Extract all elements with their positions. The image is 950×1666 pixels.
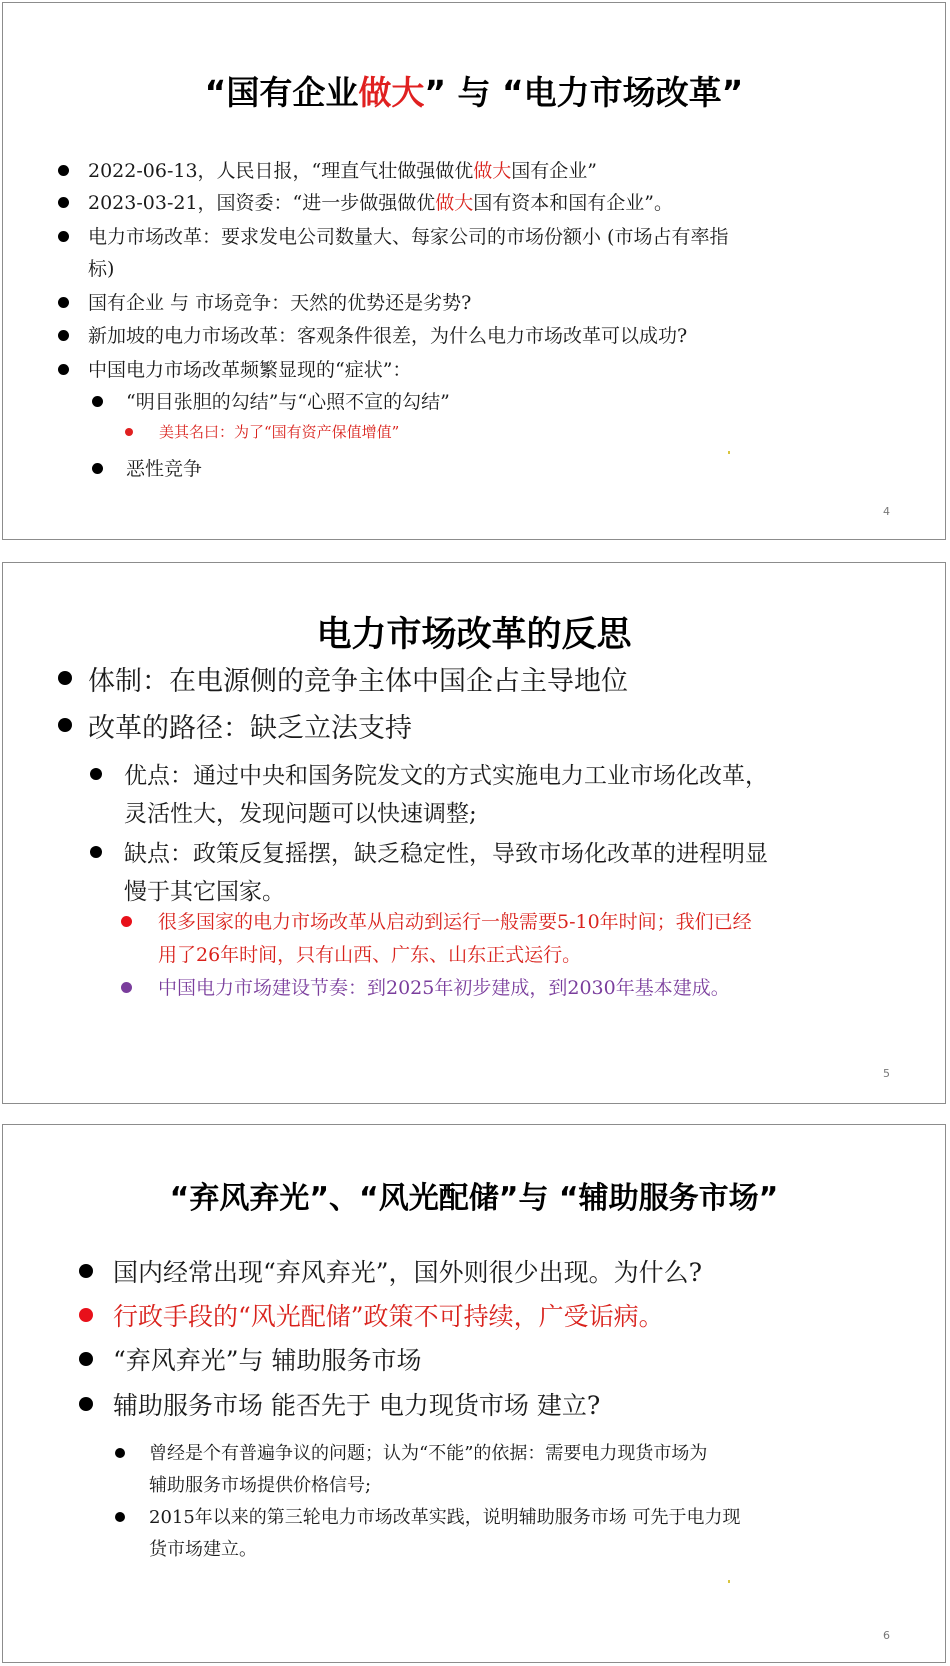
bullet-icon [90,768,102,780]
bullet-icon [58,231,69,242]
bullet-text: 改革的路径：缺乏立法支持 [88,713,412,744]
bullet-icon [125,428,133,436]
sub-bullet-text: 缺点：政策反复摇摆，缺乏稳定性，导致市场化改革的进程明显 [124,841,768,867]
decorative-mark [728,451,730,454]
sub-bullet-text: “明目张胆的勾结”与“心照不宣的勾结” [126,391,450,413]
sub-bullet-text-cont: 货市场建立。 [149,1539,257,1560]
bullet-text-cont: 标) [88,258,115,280]
bullet-icon [115,1512,125,1522]
bullet-icon [79,1397,93,1411]
sub-bullet-text: 2015年以来的第三轮电力市场改革实践，说明辅助服务市场 可先于电力现 [149,1507,741,1528]
text-part: 国有资本和国有企业”。 [473,192,673,214]
sub-sub-bullet-text-cont: 用了26年时间，只有山西、广东、山东正式运行。 [158,944,582,966]
text-part: 2023-03-21，国资委：“进一步做强做优 [88,192,436,214]
bullet-icon [121,982,132,993]
bullet-icon [90,846,102,858]
text-part: 国有企业” [511,160,597,182]
sub-sub-bullet-text: 中国电力市场建设节奏：到2025年初步建成，到2030年基本建成。 [158,977,730,999]
bullet-icon [92,463,103,474]
slide-4 [2,2,946,540]
bullet-text: 行政手段的“风光配储”政策不可持续，广受诟病。 [113,1302,664,1331]
slide-title: 电力市场改革的反思 [316,615,632,655]
bullet-icon [58,197,69,208]
bullet-icon [79,1308,93,1322]
bullet-text: 国有企业 与 市场竞争：天然的优势还是劣势? [88,292,472,314]
bullet-icon [58,165,69,176]
slide-6 [2,1124,946,1663]
bullet-text: 中国电力市场改革频繁显现的“症状”： [88,359,412,381]
sub-bullet-text-cont: 慢于其它国家。 [124,879,285,905]
bullet-icon [115,1448,125,1458]
bullet-text: 体制：在电源侧的竞争主体中国企占主导地位 [88,666,628,697]
bullet-icon [79,1352,93,1366]
bullet-icon [58,330,69,341]
title-highlight: 做大 [358,73,425,112]
page-number: 4 [883,505,890,518]
text-highlight: 做大 [435,192,474,214]
sub-bullet-text-cont: 灵活性大，发现问题可以快速调整; [124,801,477,827]
bullet-text: 辅助服务市场 能否先于 电力现货市场 建立? [113,1391,601,1420]
slide-title [3,67,945,114]
sub-bullet-text-cont: 辅助服务市场提供价格信号; [149,1475,372,1496]
bullet-icon [79,1264,93,1278]
page-number: 6 [883,1629,890,1642]
text-highlight: 做大 [473,160,512,182]
bullet-icon [121,916,132,927]
bullet-text: “弃风弃光”与 辅助服务市场 [113,1346,422,1375]
text-part: 2022-06-13，人民日报，“理直气壮做强做优 [88,160,474,182]
slide-5 [2,562,946,1104]
bullet-icon [58,364,69,375]
page-number: 5 [883,1067,890,1080]
bullet-text: 电力市场改革：要求发电公司数量大、每家公司的市场份额小 (市场占有率指 [88,226,729,248]
bullet-icon [92,396,103,407]
sub-bullet-text: 恶性竞争 [126,458,203,480]
bullet-icon [58,671,72,685]
bullet-text: 新加坡的电力市场改革：客观条件很差，为什么电力市场改革可以成功? [88,325,688,347]
bullet-icon [58,297,69,308]
sub-bullet-text: 曾经是个有普遍争议的问题；认为“不能”的依据：需要电力现货市场为 [149,1443,708,1464]
decorative-mark [728,1580,730,1583]
bullet-text: 国内经常出现“弃风弃光”，国外则很少出现。为什么? [113,1258,702,1287]
title-part: “国有企业 [204,73,359,112]
slide-title: “弃风弃光”、“风光配储”与 “辅助服务市场” [169,1181,779,1216]
sub-bullet-text: 优点：通过中央和国务院发文的方式实施电力工业市场化改革， [124,763,768,789]
sub-sub-bullet-text: 美其名曰：为了“国有资产保值增值” [159,423,400,441]
sub-sub-bullet-text: 很多国家的电力市场改革从启动到运行一般需要5-10年时间；我们已经 [158,911,752,933]
title-part: ” 与 “电力市场改革” [424,73,744,112]
bullet-icon [58,718,72,732]
bullet-text [88,188,673,215]
bullet-text [88,156,597,183]
